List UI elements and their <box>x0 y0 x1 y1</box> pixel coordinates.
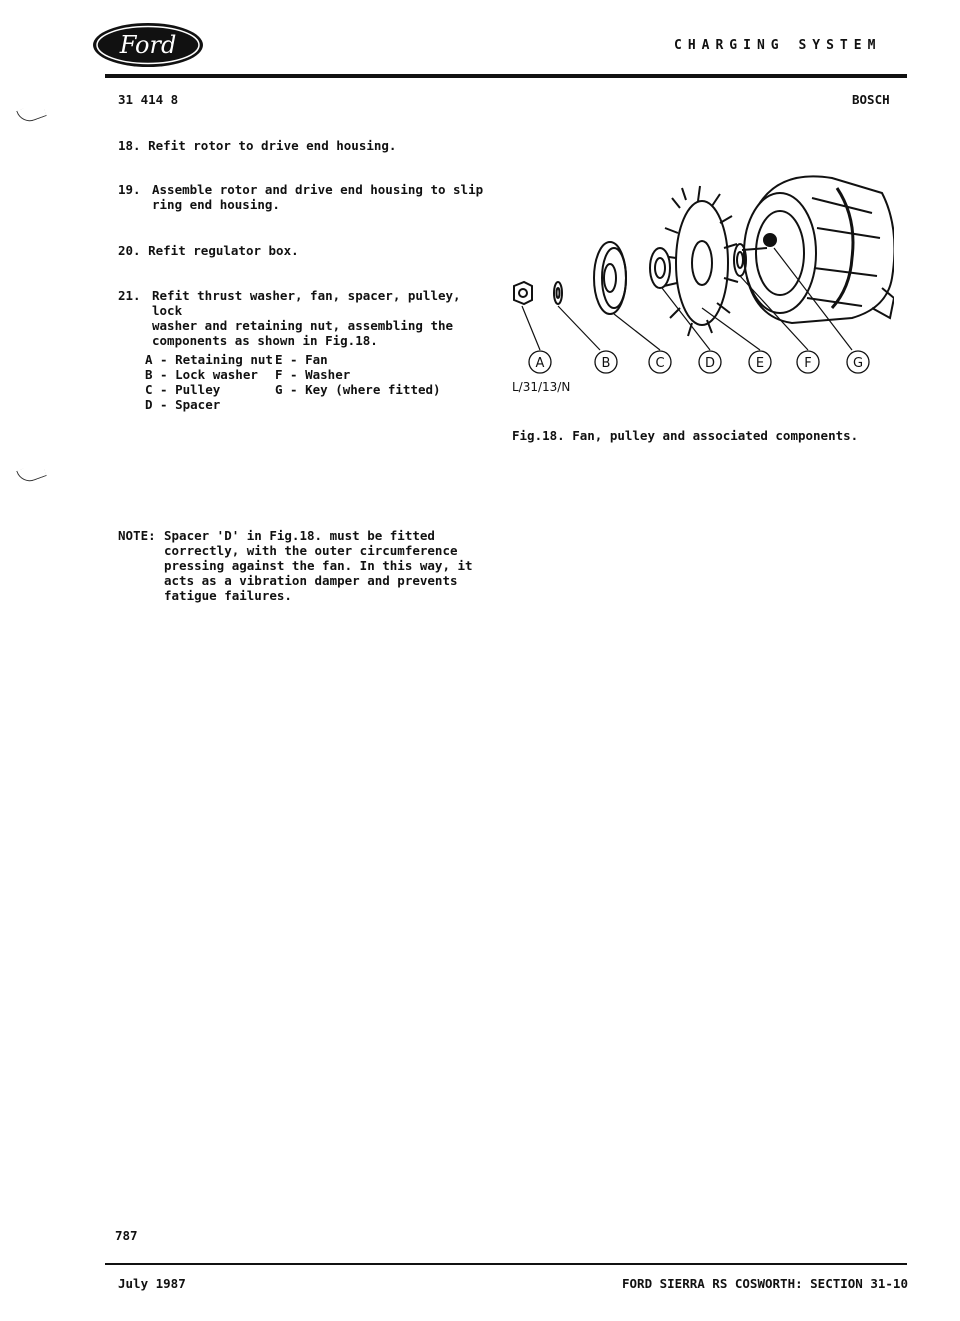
note-text: Spacer 'D' in Fig.18. must be fitted correctly, with the outer circumference pressing against the fan. In this way, it acts as a vibration damper and prevents fatigue failures. <box>164 528 473 603</box>
legend-item <box>275 397 475 412</box>
section-title: CHARGING SYSTEM <box>674 38 882 53</box>
document-number: 31 414 8 <box>118 92 179 107</box>
label-e: E <box>755 356 765 371</box>
label-g: G <box>852 356 864 371</box>
ford-logo <box>92 22 204 68</box>
legend-item: G - Key (where fitted) <box>275 382 441 397</box>
step-text: Assemble rotor and drive end housing to slip ring end housing. <box>152 182 484 212</box>
label-c: C <box>655 356 665 371</box>
margin-mark <box>16 462 47 485</box>
step-19 <box>118 182 498 212</box>
margin-mark <box>16 102 47 125</box>
footer-date: July 1987 <box>118 1276 186 1291</box>
label-a: A <box>535 356 545 371</box>
label-b: B <box>601 356 611 371</box>
note-label: NOTE: <box>118 528 156 543</box>
exploded-view-figure <box>502 168 894 383</box>
legend-item: E - Fan <box>275 352 328 367</box>
step-text: Refit thrust washer, fan, spacer, pulley, lock washer and retaining nut, assembling the components as shown in Fig.18. <box>152 288 461 348</box>
component-legend <box>145 352 505 412</box>
figure-reference: L/31/13/N <box>512 380 571 394</box>
step-number: 20. <box>118 243 141 258</box>
legend-item: F - Washer <box>275 367 351 382</box>
label-f: F <box>804 356 812 371</box>
note-block <box>118 528 498 603</box>
step-number: 18. <box>118 138 141 153</box>
step-21 <box>118 288 498 348</box>
legend-item: B - Lock washer <box>145 367 258 382</box>
page-number: 787 <box>115 1228 138 1243</box>
logo-text: Ford <box>119 31 177 59</box>
label-d: D <box>704 356 716 371</box>
step-18 <box>118 138 498 153</box>
step-number: 19. <box>118 182 141 197</box>
figure-caption: Fig.18. Fan, pulley and associated components. <box>512 428 859 443</box>
step-text: Refit rotor to drive end housing. <box>148 138 397 153</box>
footer-manual-title: FORD SIERRA RS COSWORTH: SECTION 31-10 <box>622 1276 908 1291</box>
alternator-diagram <box>502 168 894 383</box>
legend-item: A - Retaining nut <box>145 352 273 367</box>
header-rule <box>105 74 907 78</box>
step-number: 21. <box>118 288 141 303</box>
footer-rule <box>105 1263 907 1265</box>
step-text: Refit regulator box. <box>148 243 299 258</box>
legend-item: D - Spacer <box>145 397 221 412</box>
step-20 <box>118 243 498 258</box>
legend-item: C - Pulley <box>145 382 221 397</box>
subsection-label: BOSCH <box>852 92 890 107</box>
